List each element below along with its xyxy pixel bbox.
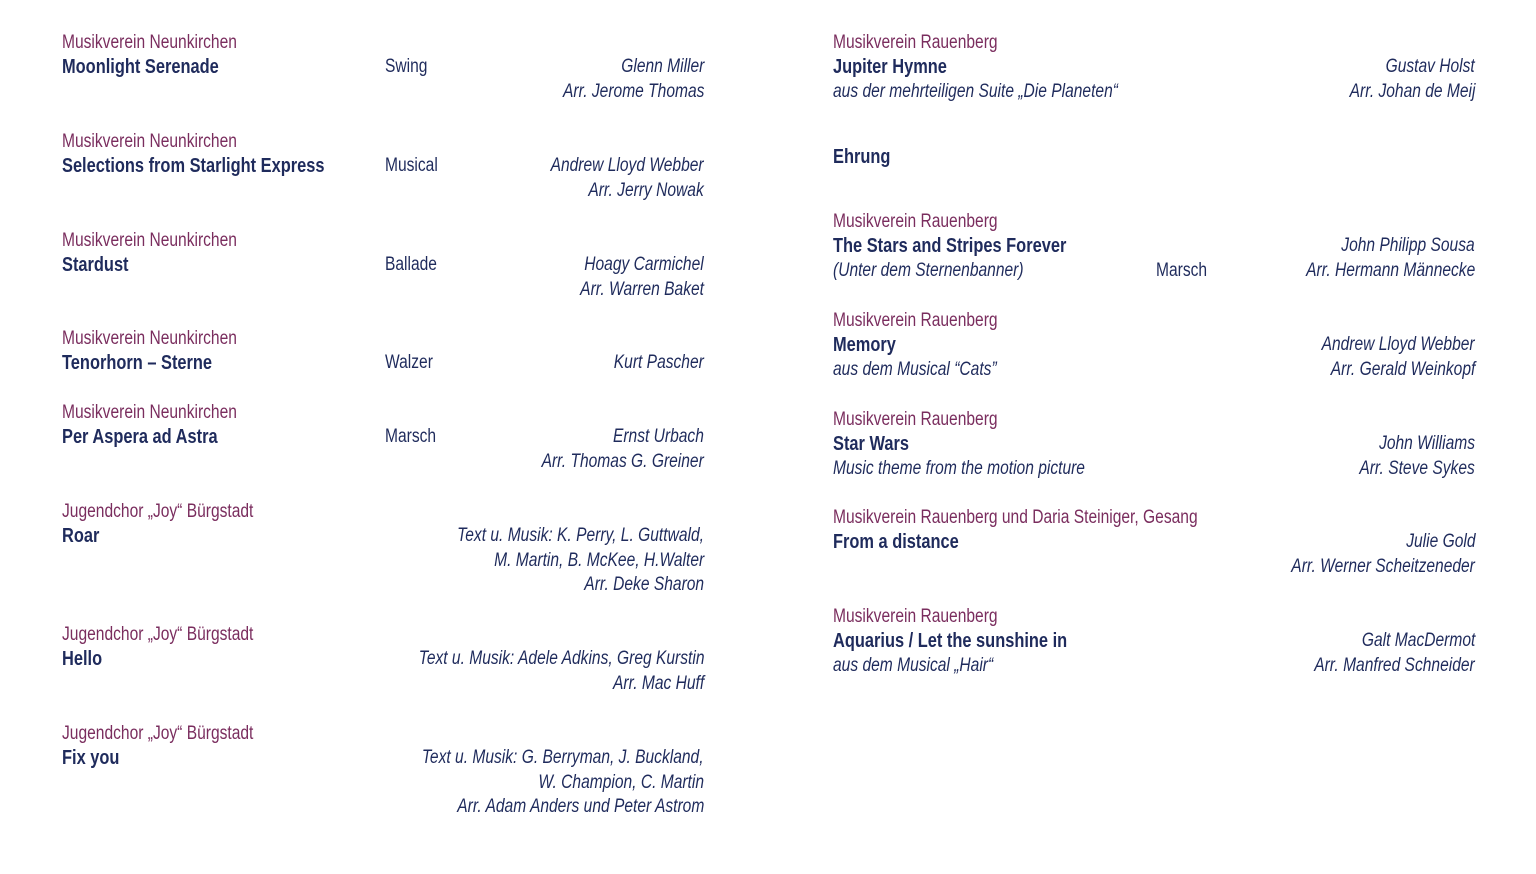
piece-title: The Stars and Stripes Forever (833, 235, 1067, 257)
ensemble-name: Jugendchor „Joy“ Bürgstadt (62, 624, 254, 645)
entry-row (62, 549, 704, 574)
entry-row (833, 629, 1475, 654)
composer-credit: Andrew Lloyd Webber (550, 155, 704, 176)
composer-credit: John Williams (1379, 433, 1475, 454)
entry-row (833, 530, 1475, 555)
composer-credit: Text u. Musik: G. Berryman, J. Buckland, (422, 747, 704, 768)
program-entry (833, 145, 1475, 170)
composer-credit: John Philipp Sousa (1341, 235, 1475, 256)
arranger-credit: Arr. Hermann Männecke (1305, 259, 1475, 281)
program-entry (833, 210, 1475, 283)
program-entry (62, 229, 704, 302)
program-entry (62, 130, 704, 203)
composer-credit: M. Martin, B. McKee, H.Walter (493, 549, 704, 571)
arranger-credit: Arr. Jerry Nowak (588, 179, 704, 201)
ensemble-name: Musikverein Neunkirchen (62, 32, 237, 53)
piece-genre: Marsch (1156, 259, 1208, 281)
entry-row (62, 524, 704, 549)
entry-row (833, 259, 1475, 284)
composer-credit: Text u. Musik: K. Perry, L. Guttwald, (457, 525, 704, 546)
entry-row (62, 795, 704, 820)
entry-row (62, 672, 704, 697)
piece-subtitle: aus dem Musical “Cats” (833, 358, 997, 380)
entry-row (833, 654, 1475, 679)
piece-genre: Marsch (385, 426, 437, 447)
piece-title: Stardust (62, 254, 129, 276)
piece-subtitle: aus dem Musical „Hair“ (833, 654, 994, 676)
piece-genre: Swing (385, 56, 428, 77)
piece-title: Fix you (62, 747, 120, 769)
ensemble-name: Musikverein Neunkirchen (62, 131, 237, 152)
entry-row (62, 425, 704, 450)
program-entry (62, 722, 704, 820)
arranger-credit: Arr. Gerald Weinkopf (1330, 358, 1475, 380)
composer-credit: Text u. Musik: Adele Adkins, Greg Kurstin (418, 648, 704, 669)
entry-row (833, 555, 1475, 580)
arranger-credit: Arr. Thomas G. Greiner (541, 450, 704, 472)
ensemble-name: Musikverein Rauenberg (833, 606, 998, 627)
program-entry (833, 408, 1475, 481)
entry-row (833, 234, 1475, 259)
arranger-credit: Arr. Steve Sykes (1359, 457, 1475, 479)
ensemble-name: Musikverein Rauenberg (833, 409, 998, 430)
entry-row (833, 333, 1475, 358)
composer-credit: Kurt Pascher (613, 352, 704, 373)
arranger-credit: Arr. Johan de Meij (1349, 80, 1475, 102)
program-entry (833, 605, 1475, 678)
ensemble-name: Musikverein Rauenberg (833, 211, 998, 232)
entry-row (833, 145, 1475, 170)
entry-row (62, 647, 704, 672)
program-entry (62, 401, 704, 474)
composer-credit: Julie Gold (1405, 531, 1475, 552)
piece-title: Roar (62, 525, 100, 547)
piece-title: Jupiter Hymne (833, 56, 947, 78)
composer-credit: Hoagy Carmichel (584, 254, 704, 275)
program-entry (833, 31, 1475, 104)
entry-row (62, 746, 704, 771)
arranger-credit: Arr. Jerome Thomas (562, 80, 704, 102)
entry-row (62, 179, 704, 204)
piece-subtitle: aus der mehrteiligen Suite „Die Planeten“ (833, 80, 1118, 102)
piece-title: Memory (833, 334, 896, 356)
ensemble-name: Musikverein Neunkirchen (62, 402, 237, 423)
piece-title: Hello (62, 648, 103, 670)
program-entry (62, 327, 704, 376)
piece-title: Selections from Starlight Express (62, 155, 325, 177)
piece-genre: Musical (385, 155, 438, 176)
composer-credit: Ernst Urbach (613, 426, 704, 447)
entry-row (62, 154, 704, 179)
ensemble-name: Jugendchor „Joy“ Bürgstadt (62, 723, 254, 744)
entry-row (833, 457, 1475, 482)
arranger-credit: Arr. Manfred Schneider (1314, 654, 1475, 676)
composer-credit: W. Champion, C. Martin (538, 771, 704, 793)
piece-title: From a distance (833, 531, 959, 553)
arranger-credit: Arr. Adam Anders und Peter Astrom (456, 796, 704, 818)
ensemble-name: Musikverein Rauenberg und Daria Steiniger, Gesang (833, 507, 1198, 528)
piece-genre: Walzer (385, 352, 433, 373)
ensemble-name: Jugendchor „Joy“ Bürgstadt (62, 501, 254, 522)
composer-credit: Galt MacDermot (1361, 630, 1475, 651)
honor-title: Ehrung (833, 146, 891, 168)
entry-row (833, 80, 1475, 105)
arranger-credit: Arr. Mac Huff (612, 672, 704, 694)
piece-title: Per Aspera ad Astra (62, 426, 218, 448)
entry-row (62, 573, 704, 598)
entry-row (833, 55, 1475, 80)
arranger-credit: Arr. Warren Baket (580, 278, 704, 300)
program-entry (62, 500, 704, 598)
ensemble-name: Musikverein Rauenberg (833, 310, 998, 331)
composer-credit: Gustav Holst (1385, 56, 1475, 77)
piece-title: Tenorhorn – Sterne (62, 352, 213, 374)
program-entry (833, 309, 1475, 382)
entry-row (833, 358, 1475, 383)
program-entry (62, 31, 704, 104)
program-entry (833, 506, 1475, 579)
piece-title: Aquarius / Let the sunshine in (833, 630, 1068, 652)
piece-subtitle: Music theme from the motion picture (833, 457, 1085, 479)
composer-credit: Glenn Miller (620, 56, 704, 77)
entry-row (62, 771, 704, 796)
piece-title: Star Wars (833, 433, 909, 455)
program-entry (62, 623, 704, 696)
entry-row (62, 351, 704, 376)
entry-row (62, 55, 704, 80)
ensemble-name: Musikverein Rauenberg (833, 32, 998, 53)
entry-row (62, 80, 704, 105)
entry-row (62, 253, 704, 278)
ensemble-name: Musikverein Neunkirchen (62, 328, 237, 349)
arranger-credit: Arr. Werner Scheitzeneder (1291, 555, 1475, 577)
piece-genre: Ballade (385, 254, 437, 275)
piece-title: Moonlight Serenade (62, 56, 219, 78)
piece-subtitle: (Unter dem Sternenbanner) (833, 259, 1024, 281)
arranger-credit: Arr. Deke Sharon (584, 574, 704, 596)
composer-credit: Andrew Lloyd Webber (1321, 334, 1475, 355)
entry-row (833, 432, 1475, 457)
entry-row (62, 450, 704, 475)
entry-row (62, 278, 704, 303)
ensemble-name: Musikverein Neunkirchen (62, 230, 237, 251)
